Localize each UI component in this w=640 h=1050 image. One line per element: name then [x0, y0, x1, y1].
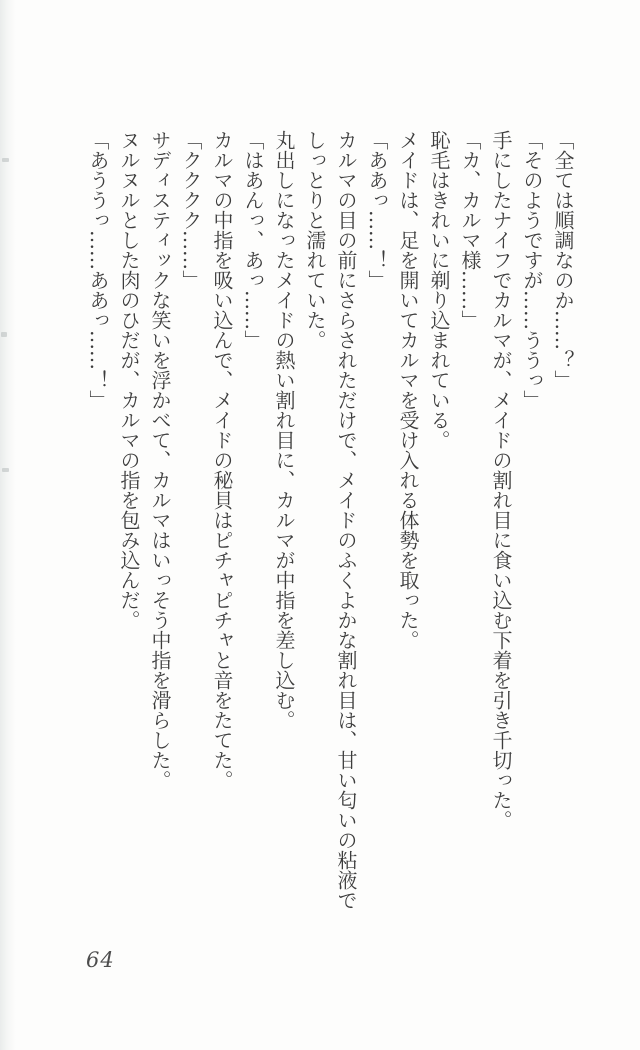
paragraph: 「ああっ……！」 [365, 130, 389, 290]
paragraph: 「はあんっ、あっ……」 [241, 130, 265, 350]
scan-artifact [1, 332, 7, 337]
paragraph: 「そのようですが……ううっ」 [520, 130, 544, 410]
paragraph: 手にしたナイフでカルマが、メイドの割れ目に食い込む下着を引き千切った。 [489, 130, 513, 830]
scan-artifact [2, 158, 9, 162]
paragraph: カルマの目の前にさらされただけで、メイドのふくよかな割れ目は、甘い匂いの粘液でしっとりと濡れていた。 [303, 130, 358, 910]
paragraph: サディスティックな笑いを浮かべて、カルマはいっそう中指を滑らした。 [148, 130, 172, 790]
paragraph: 丸出しになったメイドの熱い割れ目に、カルマが中指を差し込む。 [272, 130, 296, 730]
paragraph: 恥毛はきれいに剃り込まれている。 [427, 130, 451, 450]
paragraph: ヌルヌルとした肉のひだが、カルマの指を包み込んだ。 [117, 130, 141, 630]
paragraph: 「カ、カルマ様……」 [458, 130, 482, 330]
paragraph: 「クククク……」 [179, 130, 203, 290]
paragraph: メイドは、足を開いてカルマを受け入れる体勢を取った。 [396, 130, 420, 650]
paragraph: カルマの中指を吸い込んで、メイドの秘貝はピチャピチャと音をたてた。 [210, 130, 234, 790]
novel-text-vertical [82, 130, 578, 920]
paragraph: 「あううっ……ああっ……！」 [86, 130, 110, 410]
page-number: 64 [86, 948, 115, 972]
paragraph: 「全ては順調なのか……？」 [551, 130, 575, 390]
scan-artifact [2, 468, 9, 472]
